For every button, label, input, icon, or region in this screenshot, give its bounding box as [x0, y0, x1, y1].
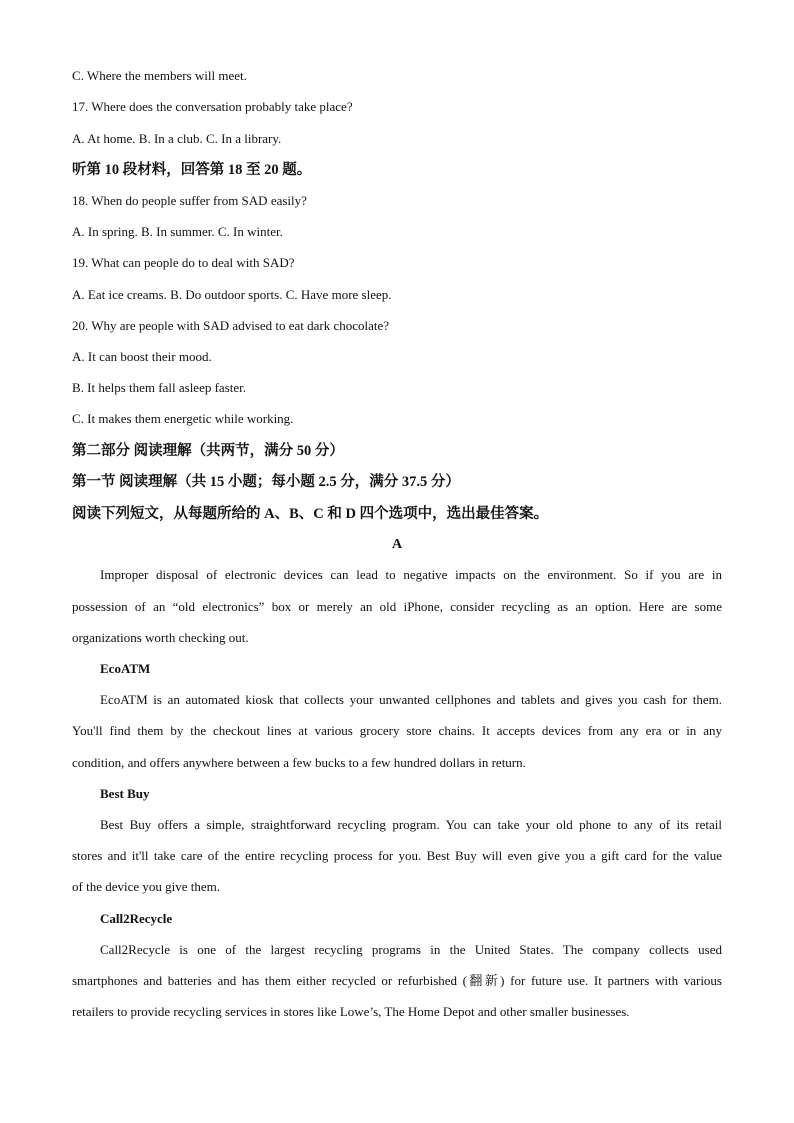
bestbuy-paragraph-line: Best Buy offers a simple, straightforward recycling program. You can take your old phone to any of its retail	[100, 817, 722, 832]
call2recycle-title: Call2Recycle	[100, 911, 173, 926]
intro-paragraph-line: possession of an “old electronics” box or merely an old iPhone, consider recycling as an option. Here are some	[72, 599, 722, 614]
bestbuy-paragraph-line: stores and it'll take care of the entire recycling process for you. Best Buy will even give you a gift card for the value	[72, 848, 722, 863]
ecoatm-paragraph-line: You'll find them by the checkout lines at various grocery store chains. It accepts devices from any era or in any	[72, 723, 722, 738]
question-20-option-a: A. It can boost their mood.	[72, 349, 212, 364]
intro-paragraph-line: organizations worth checking out.	[72, 630, 249, 645]
ecoatm-paragraph-line: EcoATM is an automated kiosk that collects your unwanted cellphones and tablets and gives you cash for them.	[100, 692, 722, 707]
option-line: C. Where the members will meet.	[72, 68, 247, 83]
call2recycle-paragraph-line: smartphones and batteries and has them either recycled or refurbished (翻新) for future use. It partners with various	[72, 973, 722, 988]
part-two-heading: 第二部分 阅读理解（共两节，满分 50 分）	[72, 443, 344, 459]
question-18: 18. When do people suffer from SAD easily?	[72, 193, 307, 208]
ecoatm-title: EcoATM	[100, 661, 151, 676]
intro-paragraph-line: Improper disposal of electronic devices can lead to negative impacts on the environment. So if you are in	[100, 567, 722, 582]
listening-section-heading: 听第 10 段材料，回答第 18 至 20 题。	[72, 162, 312, 178]
passage-label: A	[391, 537, 403, 552]
question-17: 17. Where does the conversation probably take place?	[72, 99, 353, 114]
question-20: 20. Why are people with SAD advised to eat dark chocolate?	[72, 318, 390, 333]
section-one-heading: 第一节 阅读理解（共 15 小题；每小题 2.5 分，满分 37.5 分）	[72, 474, 460, 490]
call2recycle-paragraph-line: retailers to provide recycling services in stores like Lowe’s, The Home Depot and other smaller businesses.	[72, 1004, 630, 1019]
question-17-options: A. At home. B. In a club. C. In a library.	[72, 131, 282, 146]
bestbuy-title: Best Buy	[100, 786, 150, 801]
question-19-options: A. Eat ice creams. B. Do outdoor sports. C. Have more sleep.	[72, 287, 392, 302]
question-20-option-c: C. It makes them energetic while working.	[72, 411, 294, 426]
question-20-option-b: B. It helps them fall asleep faster.	[72, 380, 247, 395]
instructions-heading: 阅读下列短文，从每题所给的 A、B、C 和 D 四个选项中，选出最佳答案。	[72, 506, 549, 522]
ecoatm-paragraph-line: condition, and offers anywhere between a few bucks to a few hundred dollars in return.	[72, 755, 526, 770]
question-18-options: A. In spring. B. In summer. C. In winter.	[72, 224, 283, 239]
bestbuy-paragraph-line: of the device you give them.	[72, 879, 221, 894]
call2recycle-paragraph-line: Call2Recycle is one of the largest recycling programs in the United States. The company collects used	[100, 942, 722, 957]
question-19: 19. What can people do to deal with SAD?	[72, 255, 295, 270]
